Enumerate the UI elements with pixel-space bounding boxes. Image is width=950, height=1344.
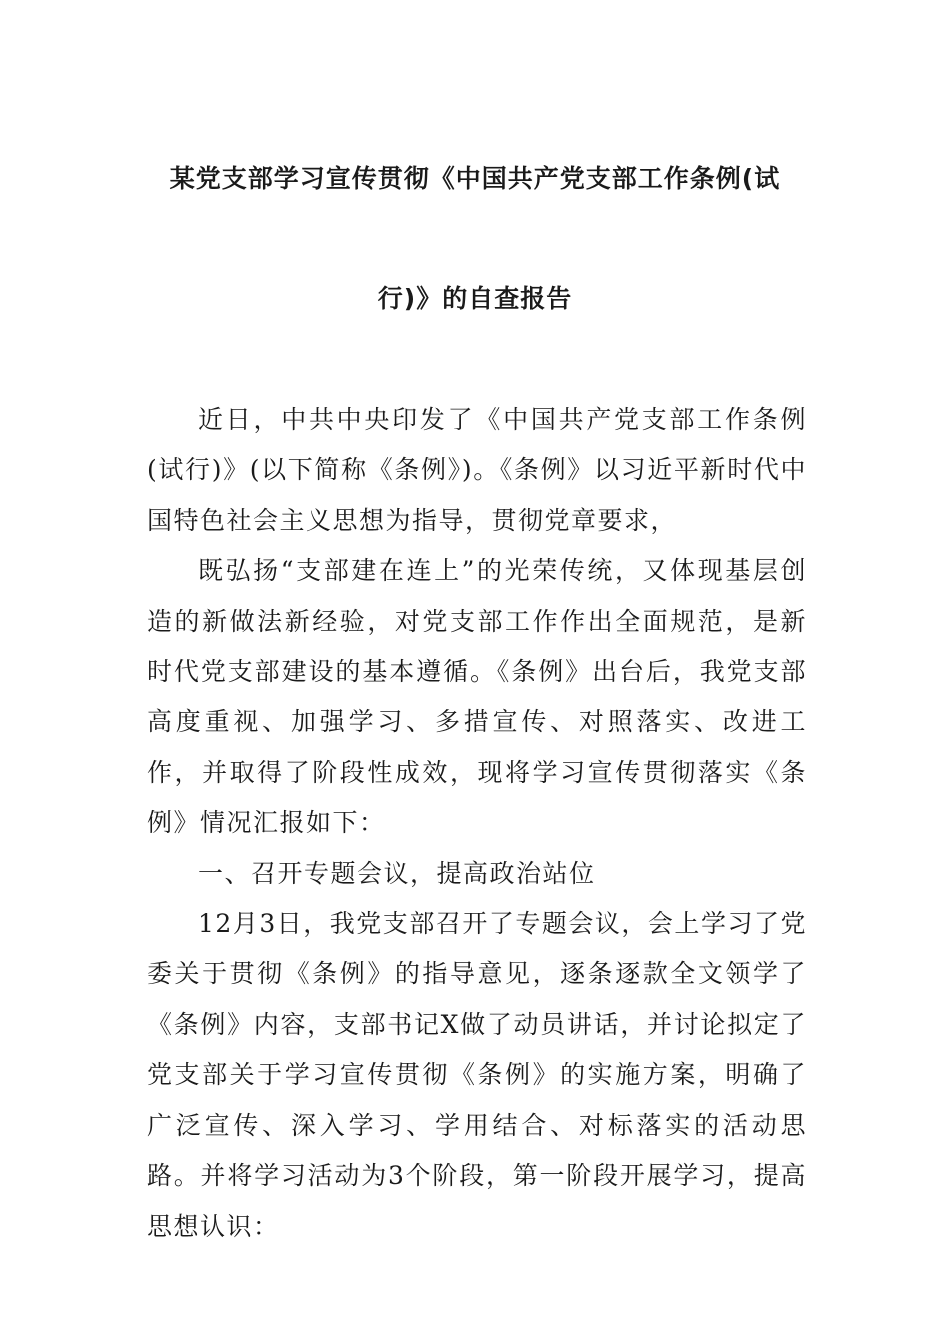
paragraph-background: 既弘扬“支部建在连上”的光荣传统，又体现基层创造的新做法新经验，对党支部工作作出全面规范，是新时代党支部建设的基本遵循。《条例》出台后，我党支部高度重视、加强学习、多措宣传、对照落实、改进工作，并取得了阶段性成效，现将学习宣传贯彻落实《条例》情况汇报如下： [147,556,807,838]
document-title-line-1: 某党支部学习宣传贯彻《中国共产党支部工作条例(试 [169,164,781,193]
document-body [147,395,807,1252]
document-title-line-2: 行)》的自查报告 [377,284,573,313]
paragraph-meeting: 12月3日，我党支部召开了专题会议，会上学习了党委关于贯彻《条例》的指导意见，逐条逐款全文领学了《条例》内容，支部书记X做了动员讲话，并讨论拟定了党支部关于学习宣传贯彻《条例》的实施方案，明确了广泛宣传、深入学习、学用结合、对标落实的活动思路。并将学习活动为3个阶段，第一阶段开展学习，提高思想认识： [147,909,807,1241]
paragraph-intro: 近日，中共中央印发了《中国共产党支部工作条例(试行)》(以下简称《条例》)。《条例》以习近平新时代中国特色社会主义思想为指导，贯彻党章要求， [147,405,807,535]
section-heading-1: 一、召开专题会议，提高政治站位 [198,858,596,888]
